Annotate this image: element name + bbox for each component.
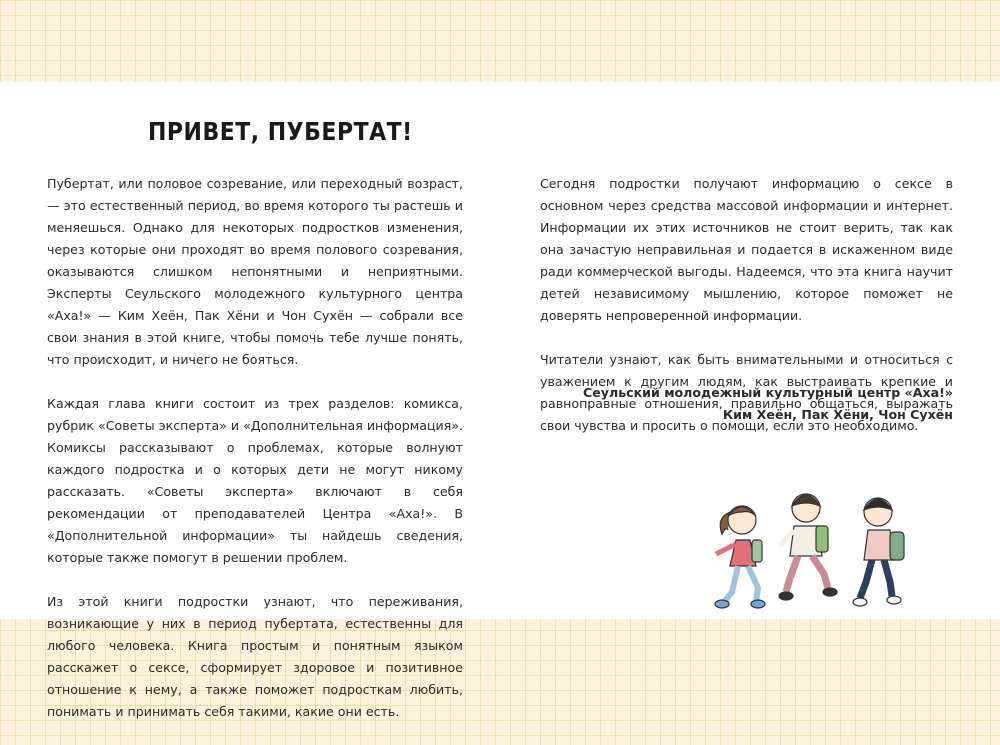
signature <box>583 382 953 426</box>
paragraph: Пубертат, или половое созревание, или переходный возраст, — это естественный период, во время которого ты растешь и меняешься. Однако для некоторых подростков изменения, через которые они проходят во время полового созревания, оказываются слишком непонятными и неприятными. Эксперты Сеульского молодежного культурного центра «Аха!» — Ким Хеён, Пак Хёни и Чон Сухён — собрали все свои знания в этой книге, чтобы помочь тебе лучше понять, что происходит, и ничего не бояться. <box>47 176 463 367</box>
paragraph: Из этой книги подростки узнают, что переживания, возникающие у них в период пубертата, естественны для любого человека. Книга простым и понятным языком расскажет о сексе, сформирует здоровое и позитивное отношение к нему, а также поможет подросткам любить, понимать и принимать себя такими, какие они есть. <box>47 594 463 719</box>
kids-illustration <box>700 492 930 617</box>
signature-authors: Ким Хеён, Пак Хёни, Чон Сухён <box>722 407 953 422</box>
boy-figure <box>853 498 904 606</box>
girl-figure <box>715 506 765 608</box>
paragraph: Сегодня подростки получают информацию о сексе в основном через средства массовой информации и интернет. Информации их этих источников не стоит верить, так как она зачастую неправильная и подается в искаженном виде ради коммерческой выгоды. Надеемся, что эта книга научит детей независимому мышлению, которое поможет не доверять непроверенной информации. <box>540 176 953 323</box>
book-page <box>0 82 1000 719</box>
page-title: ПРИВЕТ, ПУБЕРТАТ! <box>148 118 413 147</box>
left-column <box>47 173 463 745</box>
paragraph: Читатели узнают, как быть внимательными и относиться с уважением к другим людям, как выстраивать крепкие и равноправные отношения, правильно общаться, выражать свои чувства и просить о помощи, если это необходимо. <box>540 352 953 433</box>
signature-organization: Сеульский молодежный культурный центр «Аха!» <box>582 385 953 400</box>
paragraph: Каждая глава книги состоит из трех разделов: комикса, рубрик «Советы эксперта» и «Дополнительная информация». Комиксы рассказывают о проблемах, которые волнуют каждого подростка и о которых дети не могут никому рассказать. «Советы эксперта» включают в себя рекомендации от преподавателей Центра «Аха!». В «Дополнительной информации» ты найдешь сведения, которые также помогут в решении проблем. <box>47 396 463 565</box>
boy-figure <box>779 494 837 600</box>
